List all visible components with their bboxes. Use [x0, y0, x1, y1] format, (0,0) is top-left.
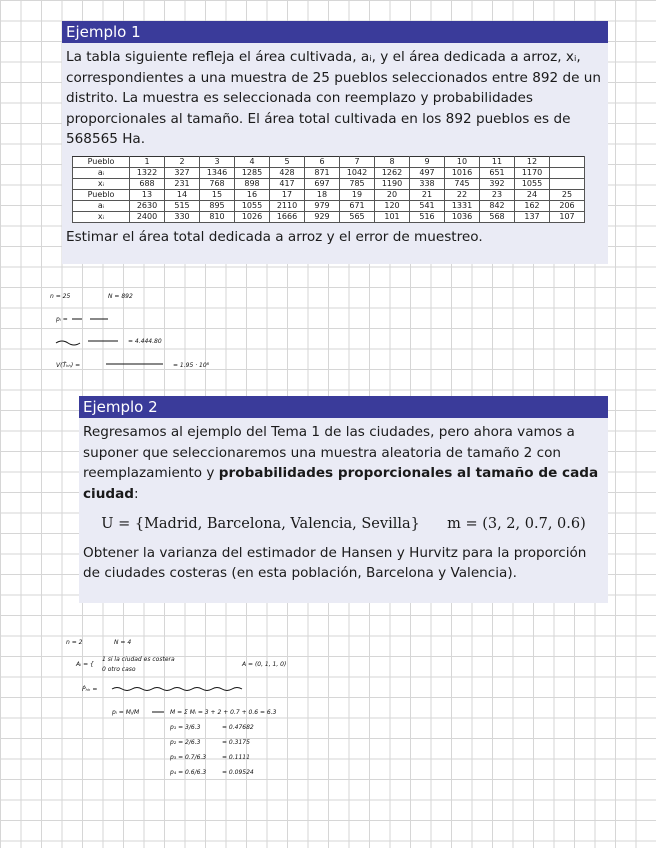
note-p3-label: p₃ = 0.7/6.3	[170, 754, 207, 761]
example-1-question: Estimar el área total dedicada a arroz y el error de muestreo.	[66, 228, 483, 245]
table-row	[73, 211, 585, 222]
table-cell: 1	[130, 156, 165, 167]
table-cell: 810	[200, 211, 235, 222]
data-table-1	[72, 156, 585, 223]
table-cell: 4	[235, 156, 270, 167]
table-cell: 1036	[445, 211, 480, 222]
table-cell: 1190	[375, 178, 410, 189]
table-cell: 768	[200, 178, 235, 189]
table-cell: 327	[165, 167, 200, 178]
note-N: N = 4	[114, 639, 132, 646]
intro-bold-text: probabilidades proporcionales al tamaño de cada ciudad	[83, 465, 599, 502]
note-variance-label: V(T̂ₕₕ) =	[56, 362, 81, 369]
handwritten-notes-2	[62, 634, 322, 784]
table-cell: 541	[410, 200, 445, 211]
table-row-label: xᵢ	[73, 178, 130, 189]
note-p4: = 0.09524	[222, 769, 254, 776]
table-cell: 1170	[515, 167, 550, 178]
note-estimator-result: = 4.444.80	[128, 338, 162, 345]
table-cell: 17	[270, 189, 305, 200]
table-row	[73, 200, 585, 211]
table-cell: 11	[480, 156, 515, 167]
table-row-label: xᵢ	[73, 211, 130, 222]
table-cell: 22	[445, 189, 480, 200]
table-cell: 745	[445, 178, 480, 189]
table-cell: 671	[340, 200, 375, 211]
table-cell: 1016	[445, 167, 480, 178]
note-a-vector: A = (0, 1, 1, 0)	[242, 661, 287, 668]
note-p3: = 0.1111	[222, 754, 250, 761]
table-cell: 1285	[235, 167, 270, 178]
table-cell: 1666	[270, 211, 305, 222]
table-cell: 979	[305, 200, 340, 211]
note-N: N = 892	[108, 293, 133, 300]
table-cell: 24	[515, 189, 550, 200]
table-cell: 21	[410, 189, 445, 200]
table-cell: 1055	[515, 178, 550, 189]
table-cell: 2110	[270, 200, 305, 211]
table-cell: 18	[305, 189, 340, 200]
table-cell: 137	[515, 211, 550, 222]
table-cell: 1322	[130, 167, 165, 178]
note-a-label: Aᵢ = {	[76, 661, 94, 668]
table-cell: 515	[165, 200, 200, 211]
example-1-title: Ejemplo 1	[62, 21, 608, 43]
table-cell	[550, 156, 585, 167]
example-2-question: Obtener la varianza del estimador de Hansen y Hurvitz para la proporción de ciudades costeras (en esta población, Barcelona y Valencia).	[83, 544, 587, 581]
note-p2: = 0.3175	[222, 739, 250, 746]
table-cell: 162	[515, 200, 550, 211]
example-1-statement: La tabla siguiente refleja el área cultivada, aᵢ, y el área dedicada a arroz, xᵢ, correspondientes a una muestra de 25 pueblos seleccionados entre 892 de un distrito. La muestra es seleccionada con reemplazo y probabilidades proporcionales al tamaño. El área total cultivada en los 892 pueblos es de 568565 Ha.	[66, 49, 602, 147]
note-case-1: 1 si la ciudad es costera	[102, 656, 175, 663]
note-p1-label: p₁ = 3/6.3	[170, 724, 201, 731]
table-cell: 1026	[235, 211, 270, 222]
table-cell: 16	[235, 189, 270, 200]
example-2-block	[79, 396, 608, 603]
table-cell: 7	[340, 156, 375, 167]
note-scribble-1	[56, 341, 80, 345]
note-m-sum: M = Σ Mᵢ = 3 + 2 + 0.7 + 0.6 = 6.3	[170, 709, 277, 716]
table-cell: 8	[375, 156, 410, 167]
table-cell: 15	[200, 189, 235, 200]
note-case-2: 0 otro caso	[102, 666, 136, 673]
table-cell: 516	[410, 211, 445, 222]
table-cell: 330	[165, 211, 200, 222]
table-cell: 23	[480, 189, 515, 200]
table-cell: 2	[165, 156, 200, 167]
table-row	[73, 167, 585, 178]
table-cell: 568	[480, 211, 515, 222]
table-cell: 2400	[130, 211, 165, 222]
table-cell: 3	[200, 156, 235, 167]
table-cell: 497	[410, 167, 445, 178]
table-cell: 785	[340, 178, 375, 189]
table-cell: 697	[305, 178, 340, 189]
table-cell: 688	[130, 178, 165, 189]
note-n: n = 2	[66, 639, 83, 646]
table-cell: 1262	[375, 167, 410, 178]
table-cell	[550, 167, 585, 178]
table-cell: 2630	[130, 200, 165, 211]
table-cell: 14	[165, 189, 200, 200]
note-scribble-2	[112, 688, 242, 691]
table-cell: 1055	[235, 200, 270, 211]
table-cell: 565	[340, 211, 375, 222]
table-cell: 120	[375, 200, 410, 211]
intro-end-text: :	[134, 485, 139, 502]
table-cell	[550, 178, 585, 189]
table-cell: 842	[480, 200, 515, 211]
note-n: n = 25	[50, 293, 71, 300]
table-cell: 231	[165, 178, 200, 189]
table-cell: 338	[410, 178, 445, 189]
table-cell: 101	[375, 211, 410, 222]
table-cell: 1346	[200, 167, 235, 178]
table-cell: 206	[550, 200, 585, 211]
note-p-def: pᵢ = Mᵢ/M	[112, 709, 140, 716]
table-row	[73, 178, 585, 189]
table-cell: 417	[270, 178, 305, 189]
note-p4-label: p₄ = 0.6/6.3	[170, 769, 207, 776]
table-row	[73, 156, 585, 167]
population-formula	[83, 514, 604, 535]
formula-u: U = {Madrid, Barcelona, Valencia, Sevilla}	[101, 516, 420, 532]
table-cell: 20	[375, 189, 410, 200]
table-cell: 895	[200, 200, 235, 211]
table-header-label: Pueblo	[73, 189, 130, 200]
example-2-title: Ejemplo 2	[79, 396, 608, 418]
note-p1: = 0.47682	[222, 724, 254, 731]
table-cell: 428	[270, 167, 305, 178]
handwritten-notes-1	[48, 288, 238, 373]
table-cell: 12	[515, 156, 550, 167]
note-p2-label: p₂ = 2/6.3	[170, 739, 201, 746]
table-cell: 107	[550, 211, 585, 222]
intro-text: Regresamos al ejemplo del Tema 1 de las ciudades, pero ahora vamos a suponer que seleccionaremos una muestra aleatoria de tamaño 2 con reemplazamiento y	[83, 424, 575, 481]
table-cell: 5	[270, 156, 305, 167]
table-cell: 9	[410, 156, 445, 167]
table-cell: 19	[340, 189, 375, 200]
table-cell: 6	[305, 156, 340, 167]
table-cell: 13	[130, 189, 165, 200]
table-row-label: aᵢ	[73, 167, 130, 178]
note-p-label: pᵢ =	[56, 316, 68, 323]
table-cell: 651	[480, 167, 515, 178]
table-cell: 871	[305, 167, 340, 178]
example-1-block	[62, 21, 608, 264]
table-row	[73, 189, 585, 200]
table-cell: 1042	[340, 167, 375, 178]
note-variance-result: = 1.95 · 10⁸	[173, 362, 210, 369]
table-cell: 392	[480, 178, 515, 189]
table-cell: 898	[235, 178, 270, 189]
table-header-label: Pueblo	[73, 156, 130, 167]
table-cell: 10	[445, 156, 480, 167]
note-p-hat: P̂ₕₕ =	[82, 686, 98, 693]
table-cell: 25	[550, 189, 585, 200]
formula-m: m = (3, 2, 0.7, 0.6)	[447, 516, 586, 532]
example-2-intro	[83, 422, 604, 504]
table-row-label: aᵢ	[73, 200, 130, 211]
table-cell: 929	[305, 211, 340, 222]
table-cell: 1331	[445, 200, 480, 211]
